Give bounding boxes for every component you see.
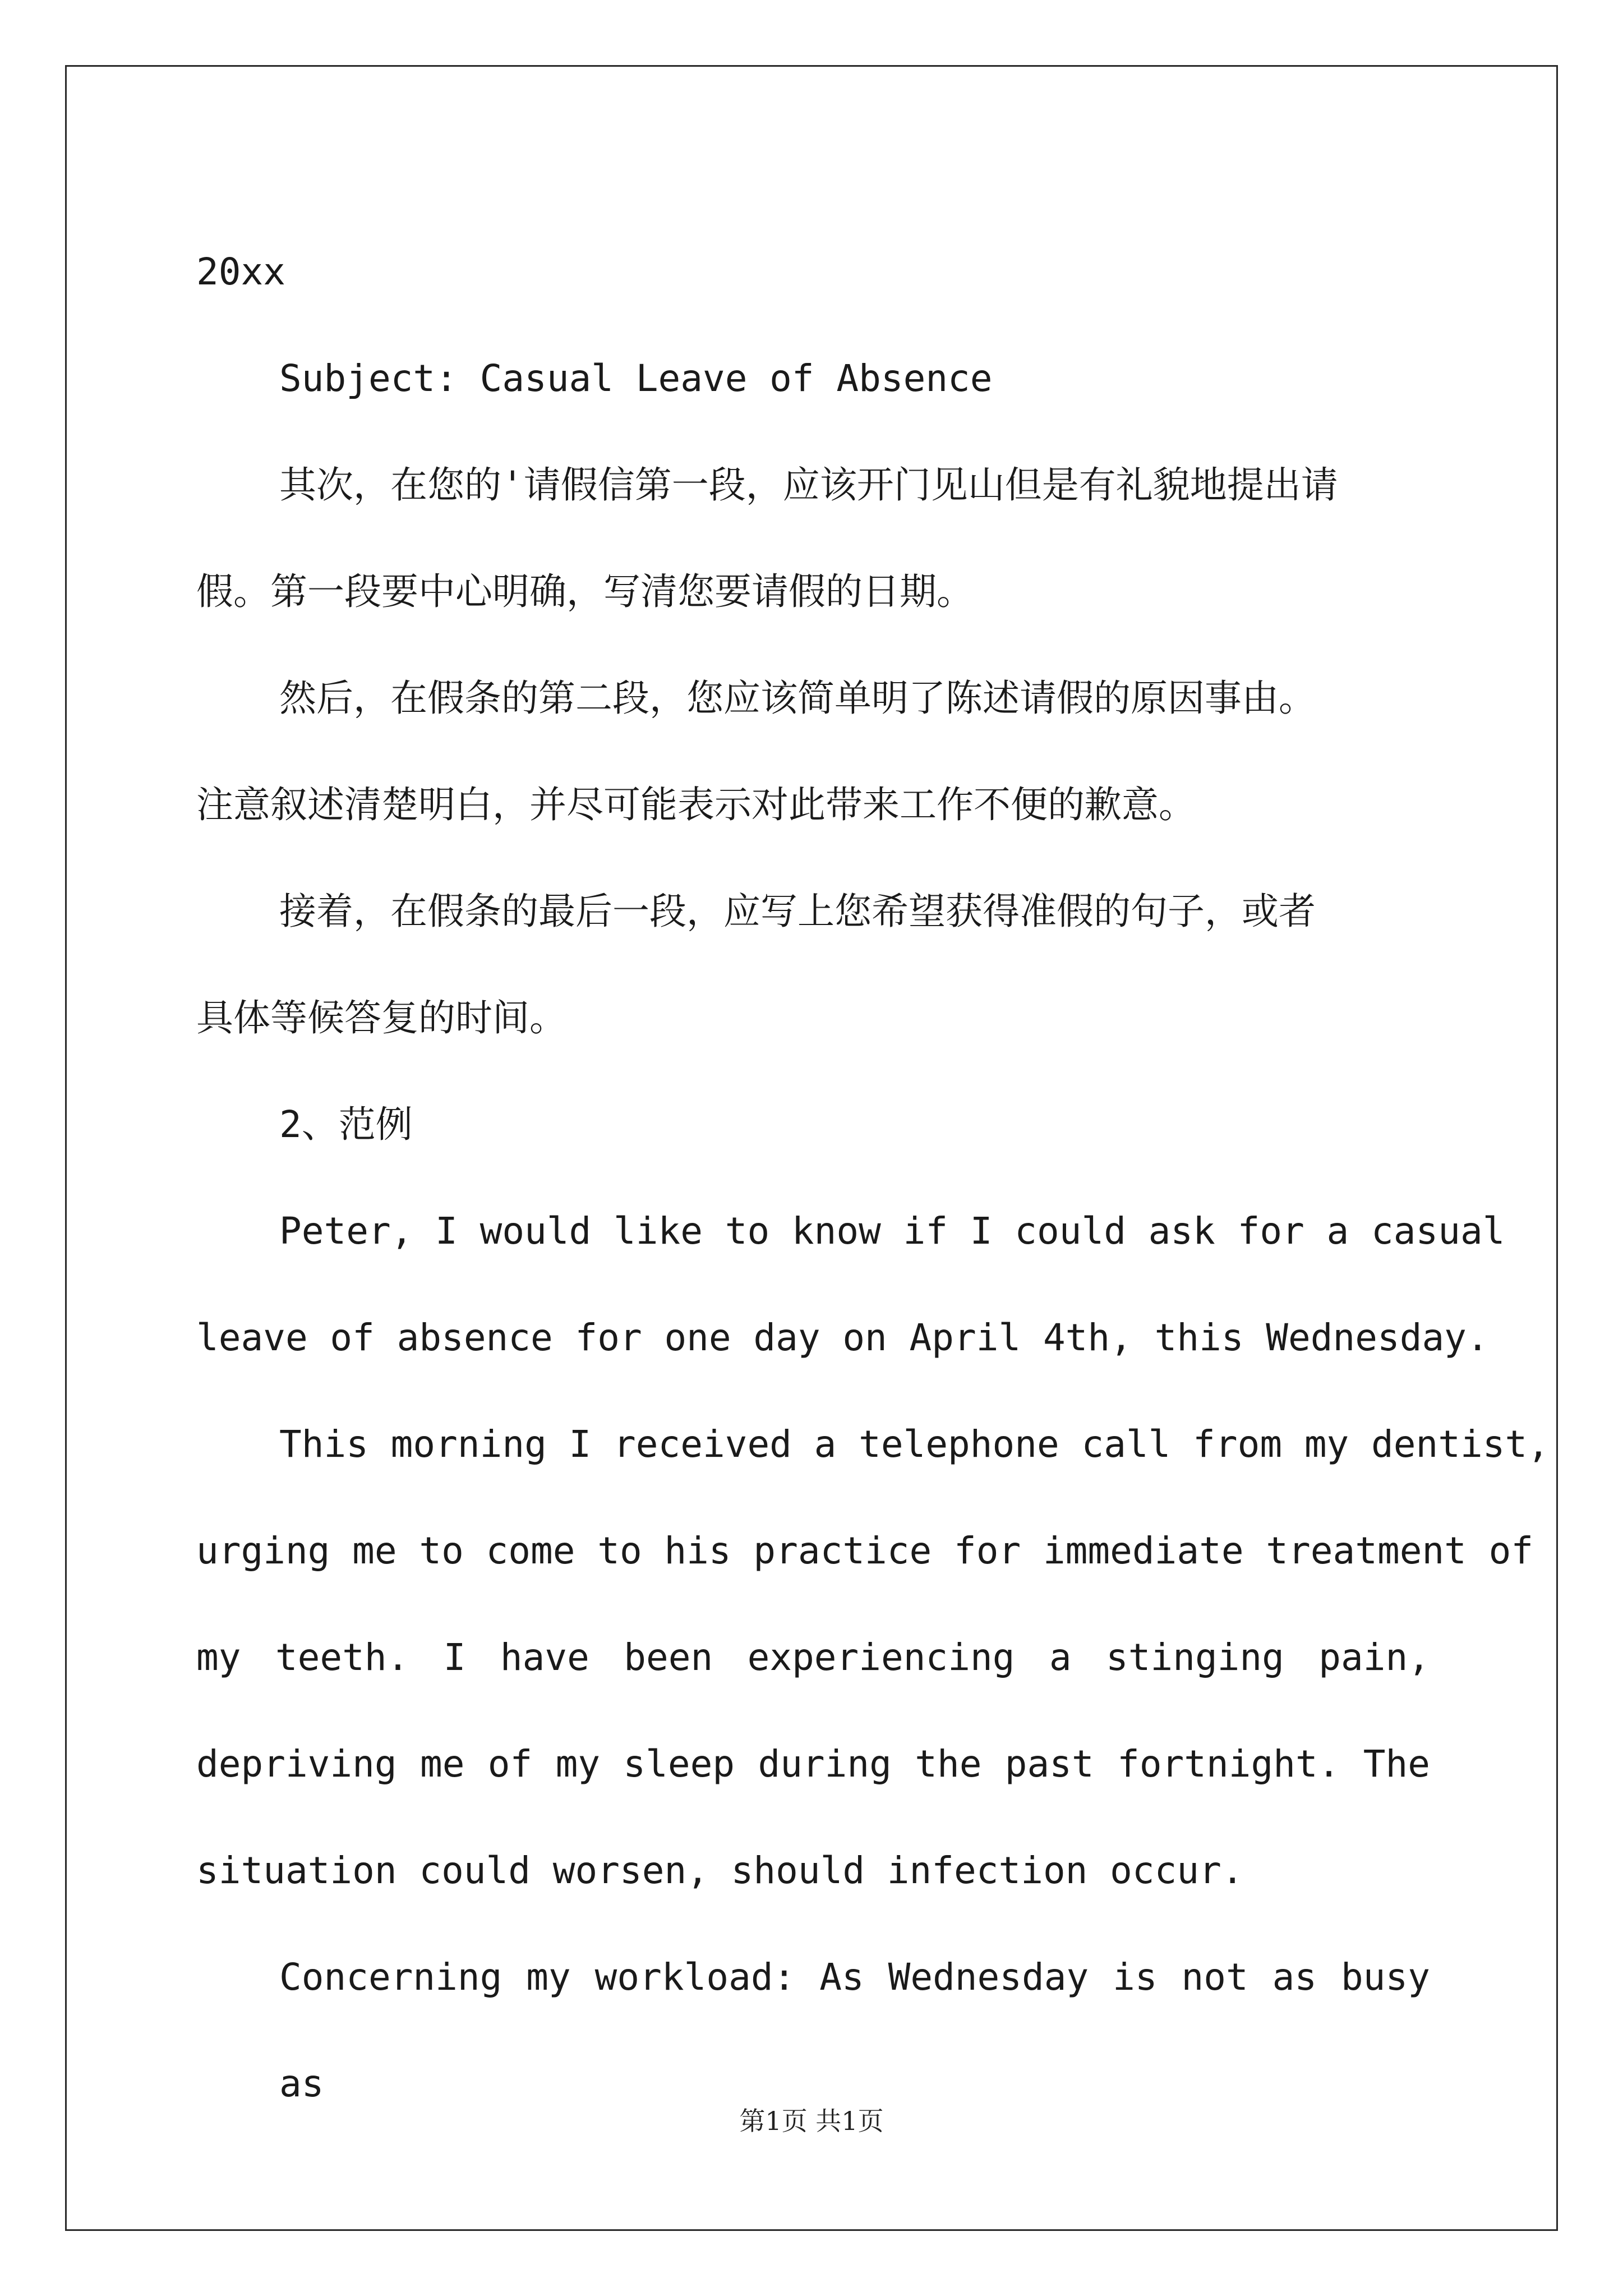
paragraph-5-line-2: urging me to come to his practice for immediate treatment of [196,1529,1534,1572]
section-heading: 2、范例 [279,1103,413,1146]
paragraph-1-line-2: 假。第一段要中心明确，写清您要请假的日期。 [196,570,974,613]
paragraph-2-line-1: 然后，在假条的第二段，您应该简单明了陈述请假的原因事由。 [279,677,1316,720]
paragraph-5-line-4: depriving me of my sleep during the past fortnight. The [196,1742,1430,1786]
page-number-footer: 第1页 共1页 [739,2106,884,2136]
paragraph-5-line-5: situation could worsen, should infection occur. [196,1849,1244,1892]
paragraph-3-line-2: 具体等候答复的时间。 [196,996,566,1039]
paragraph-5-line-3: my teeth. I have been experiencing a stinging pain, [196,1636,1430,1679]
paragraph-3-line-1: 接着，在假条的最后一段，应写上您希望获得准假的句子，或者 [279,890,1316,933]
paragraph-5-line-1: This morning I received a telephone call from my dentist, [279,1423,1550,1466]
paragraph-6-line-1: Concerning my workload: As Wednesday is not as busy as [279,1955,1430,2105]
paragraph-2-line-2: 注意叙述清楚明白，并尽可能表示对此带来工作不便的歉意。 [196,783,1196,826]
paragraph-4-line-1: Peter, I would like to know if I could ask for a casual [279,1209,1505,1253]
subject-line: Subject: Casual Leave of Absence [279,357,993,400]
year-line: 20xx [196,250,285,293]
paragraph-4-line-2: leave of absence for one day on April 4th, this Wednesday. [196,1316,1489,1359]
paragraph-1-line-1: 其次，在您的'请假信第一段，应该开门见山但是有礼貌地提出请 [279,463,1338,507]
